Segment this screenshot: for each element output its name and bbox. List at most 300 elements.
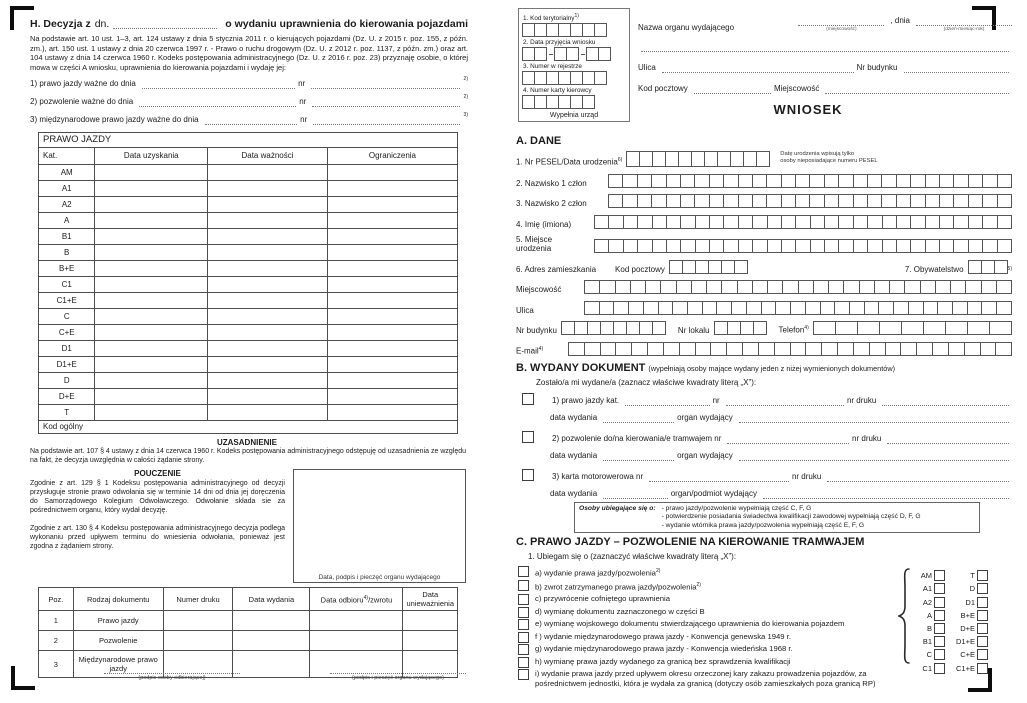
character-box[interactable] (652, 239, 667, 253)
character-box[interactable] (853, 174, 868, 188)
character-box[interactable] (964, 342, 981, 356)
category-checkbox-AM[interactable] (934, 570, 945, 581)
character-box[interactable] (738, 215, 753, 229)
character-box[interactable] (920, 280, 936, 294)
issued-doc-3-checkbox[interactable] (522, 469, 534, 481)
empty-data-cell[interactable] (208, 388, 328, 404)
character-box[interactable] (824, 194, 839, 208)
character-box[interactable] (994, 260, 1008, 274)
character-box[interactable] (669, 260, 683, 274)
character-box[interactable] (980, 342, 997, 356)
character-box[interactable] (908, 301, 924, 315)
empty-data-cell[interactable] (327, 212, 457, 228)
empty-data-cell[interactable] (95, 324, 208, 340)
category-checkbox-B[interactable] (934, 623, 945, 634)
category-checkbox-D1+E[interactable] (977, 636, 988, 647)
request-item-checkbox[interactable] (518, 566, 529, 577)
character-box[interactable] (678, 151, 692, 167)
character-box[interactable] (805, 342, 822, 356)
dotted-fill[interactable] (603, 451, 674, 461)
character-box[interactable] (893, 301, 909, 315)
empty-data-cell[interactable] (327, 388, 457, 404)
character-box[interactable] (626, 151, 640, 167)
character-box[interactable] (594, 215, 609, 229)
category-checkbox-A2[interactable] (934, 597, 945, 608)
character-box[interactable] (896, 194, 911, 208)
character-box[interactable] (857, 321, 880, 335)
character-box[interactable] (663, 342, 680, 356)
request-item-checkbox[interactable] (518, 619, 529, 630)
empty-data-cell[interactable] (95, 292, 208, 308)
character-box[interactable] (767, 239, 782, 253)
empty-data-cell[interactable] (95, 228, 208, 244)
character-box[interactable] (952, 301, 968, 315)
empty-data-cell[interactable] (95, 372, 208, 388)
empty-data-cell[interactable] (327, 164, 457, 180)
character-box[interactable] (584, 342, 601, 356)
character-box[interactable] (795, 194, 810, 208)
character-box[interactable] (968, 260, 982, 274)
character-box[interactable] (691, 151, 705, 167)
character-box[interactable] (882, 239, 897, 253)
character-box[interactable] (758, 342, 775, 356)
character-box[interactable] (767, 280, 783, 294)
empty-data-cell[interactable] (163, 611, 233, 631)
character-box[interactable] (599, 280, 615, 294)
character-box[interactable] (881, 174, 896, 188)
empty-data-cell[interactable] (233, 631, 310, 651)
character-box[interactable] (753, 321, 767, 335)
category-checkbox-A1[interactable] (934, 583, 945, 594)
dotted-fill[interactable] (739, 451, 1009, 461)
character-box[interactable] (853, 215, 868, 229)
empty-data-cell[interactable] (208, 356, 328, 372)
character-box[interactable] (996, 280, 1012, 294)
character-box[interactable] (953, 174, 968, 188)
empty-data-cell[interactable] (327, 292, 457, 308)
firstname-boxes[interactable] (595, 215, 1012, 229)
character-box[interactable] (809, 194, 824, 208)
character-box[interactable] (798, 280, 814, 294)
character-box[interactable] (838, 239, 853, 253)
character-box[interactable] (742, 342, 759, 356)
signature-authority-line[interactable] (330, 664, 466, 674)
character-box[interactable] (680, 239, 695, 253)
character-box[interactable] (743, 151, 757, 167)
empty-data-cell[interactable] (95, 212, 208, 228)
empty-data-cell[interactable] (163, 631, 233, 651)
dotted-fill[interactable] (139, 97, 296, 107)
character-box[interactable] (896, 215, 911, 229)
empty-data-cell[interactable] (327, 308, 457, 324)
character-box[interactable] (925, 174, 940, 188)
building-boxes[interactable] (562, 321, 666, 335)
empty-data-cell[interactable] (327, 340, 457, 356)
kod-ogolny-cell[interactable]: Kod ogólny (39, 420, 458, 433)
dotted-fill[interactable] (603, 489, 668, 499)
character-box[interactable] (838, 194, 853, 208)
email-boxes[interactable] (569, 342, 1012, 356)
empty-data-cell[interactable] (208, 260, 328, 276)
empty-data-cell[interactable] (310, 631, 403, 651)
character-box[interactable] (767, 215, 782, 229)
empty-data-cell[interactable] (95, 388, 208, 404)
character-box[interactable] (723, 215, 738, 229)
character-box[interactable] (723, 194, 738, 208)
category-checkbox-B+E[interactable] (977, 610, 988, 621)
empty-data-cell[interactable] (208, 164, 328, 180)
character-box[interactable] (651, 194, 666, 208)
character-box[interactable] (622, 194, 637, 208)
character-box[interactable] (647, 342, 664, 356)
character-box[interactable] (923, 321, 946, 335)
character-box[interactable] (939, 194, 954, 208)
character-box[interactable] (824, 174, 839, 188)
empty-data-cell[interactable] (327, 356, 457, 372)
character-box[interactable] (950, 280, 966, 294)
category-checkbox-C[interactable] (934, 649, 945, 660)
character-box[interactable] (587, 321, 601, 335)
empty-data-cell[interactable] (208, 292, 328, 308)
empty-data-cell[interactable] (95, 340, 208, 356)
character-box[interactable] (766, 194, 781, 208)
character-box[interactable] (709, 239, 724, 253)
character-box[interactable] (805, 301, 821, 315)
character-box[interactable] (628, 301, 644, 315)
empty-data-cell[interactable] (95, 196, 208, 212)
character-box[interactable] (781, 194, 796, 208)
character-box[interactable] (709, 215, 724, 229)
empty-data-cell[interactable] (327, 324, 457, 340)
character-box[interactable] (752, 174, 767, 188)
dotted-fill[interactable] (625, 396, 709, 406)
character-box[interactable] (824, 215, 839, 229)
character-box[interactable] (574, 321, 588, 335)
character-box[interactable] (666, 239, 681, 253)
dotted-fill[interactable] (739, 413, 1009, 423)
character-box[interactable] (658, 301, 674, 315)
character-box[interactable] (676, 280, 692, 294)
character-box[interactable] (623, 215, 638, 229)
character-box[interactable] (639, 151, 653, 167)
dotted-fill[interactable] (727, 434, 849, 444)
character-box[interactable] (997, 174, 1012, 188)
empty-data-cell[interactable] (95, 164, 208, 180)
empty-data-cell[interactable] (208, 244, 328, 260)
character-box[interactable] (881, 194, 896, 208)
character-box[interactable] (752, 194, 767, 208)
dotted-fill[interactable] (887, 434, 1009, 444)
character-box[interactable] (935, 280, 951, 294)
character-box[interactable] (734, 260, 748, 274)
character-box[interactable] (810, 239, 825, 253)
character-box[interactable] (666, 215, 681, 229)
character-box[interactable] (680, 215, 695, 229)
character-box[interactable] (723, 174, 738, 188)
character-box[interactable] (687, 301, 703, 315)
character-box[interactable] (680, 194, 695, 208)
character-box[interactable] (626, 321, 640, 335)
empty-data-cell[interactable] (327, 244, 457, 260)
character-box[interactable] (666, 174, 681, 188)
dotted-fill[interactable] (312, 97, 459, 107)
character-box[interactable] (813, 280, 829, 294)
character-box[interactable] (828, 280, 844, 294)
character-box[interactable] (730, 151, 744, 167)
category-checkbox-C+E[interactable] (977, 649, 988, 660)
character-box[interactable] (795, 215, 810, 229)
category-checkbox-D[interactable] (977, 583, 988, 594)
phone-boxes[interactable] (814, 321, 1012, 335)
character-box[interactable] (953, 194, 968, 208)
character-box[interactable] (795, 239, 810, 253)
place-field[interactable] (798, 16, 884, 32)
character-box[interactable] (781, 174, 796, 188)
character-box[interactable] (695, 239, 710, 253)
character-box[interactable] (837, 342, 854, 356)
character-box[interactable] (761, 301, 777, 315)
character-box[interactable] (896, 239, 911, 253)
character-box[interactable] (608, 215, 623, 229)
character-box[interactable] (995, 342, 1012, 356)
character-box[interactable] (997, 239, 1012, 253)
character-box[interactable] (721, 260, 735, 274)
character-box[interactable] (600, 342, 617, 356)
empty-data-cell[interactable] (95, 356, 208, 372)
character-box[interactable] (652, 215, 667, 229)
character-box[interactable] (900, 342, 917, 356)
character-box[interactable] (953, 215, 968, 229)
empty-data-cell[interactable] (327, 260, 457, 276)
character-box[interactable] (878, 301, 894, 315)
empty-data-cell[interactable] (208, 212, 328, 228)
character-box[interactable] (746, 301, 762, 315)
empty-data-cell[interactable] (310, 611, 403, 631)
dotted-fill[interactable] (694, 84, 771, 94)
empty-data-cell[interactable] (327, 372, 457, 388)
request-item-checkbox[interactable] (518, 607, 529, 618)
character-box[interactable] (774, 342, 791, 356)
character-box[interactable] (859, 280, 875, 294)
character-box[interactable] (582, 95, 595, 109)
dotted-fill[interactable] (313, 115, 459, 125)
character-box[interactable] (968, 239, 983, 253)
character-box[interactable] (834, 301, 850, 315)
character-box[interactable] (821, 342, 838, 356)
character-box[interactable] (623, 239, 638, 253)
character-box[interactable] (981, 280, 997, 294)
character-box[interactable] (637, 194, 652, 208)
empty-data-cell[interactable] (95, 244, 208, 260)
dotted-fill[interactable] (825, 84, 1009, 94)
dotted-fill[interactable] (311, 79, 459, 89)
character-box[interactable] (710, 342, 727, 356)
character-box[interactable] (561, 321, 575, 335)
character-box[interactable] (682, 260, 696, 274)
character-box[interactable] (740, 321, 754, 335)
character-box[interactable] (932, 342, 949, 356)
character-box[interactable] (853, 342, 870, 356)
character-box[interactable] (594, 239, 609, 253)
character-box[interactable] (885, 342, 902, 356)
character-box[interactable] (615, 342, 632, 356)
category-checkbox-C1[interactable] (934, 663, 945, 674)
character-box[interactable] (680, 174, 695, 188)
character-box[interactable] (613, 321, 627, 335)
empty-data-cell[interactable] (208, 340, 328, 356)
character-box[interactable] (613, 301, 629, 315)
character-box[interactable] (782, 280, 798, 294)
empty-data-cell[interactable] (327, 196, 457, 212)
character-box[interactable] (901, 321, 924, 335)
category-checkbox-B1[interactable] (934, 636, 945, 647)
character-box[interactable] (982, 215, 997, 229)
character-box[interactable] (896, 174, 911, 188)
empty-data-cell[interactable] (208, 228, 328, 244)
character-box[interactable] (639, 321, 653, 335)
character-box[interactable] (810, 215, 825, 229)
character-box[interactable] (981, 301, 997, 315)
character-box[interactable] (996, 301, 1012, 315)
character-box[interactable] (694, 174, 709, 188)
character-box[interactable] (824, 239, 839, 253)
character-box[interactable] (968, 215, 983, 229)
character-box[interactable] (600, 321, 614, 335)
dotted-fill[interactable] (142, 79, 295, 89)
character-box[interactable] (766, 174, 781, 188)
character-box[interactable] (723, 239, 738, 253)
pesel-boxes[interactable] (627, 151, 770, 167)
character-box[interactable] (869, 342, 886, 356)
character-box[interactable] (717, 151, 731, 167)
category-checkbox-C1+E[interactable] (977, 663, 988, 674)
postcode-boxes[interactable] (670, 260, 748, 274)
character-box[interactable] (714, 321, 728, 335)
character-box[interactable] (981, 260, 995, 274)
empty-data-cell[interactable] (327, 404, 457, 420)
character-box[interactable] (939, 215, 954, 229)
decision-date-fill[interactable] (113, 19, 217, 29)
character-box[interactable] (945, 321, 968, 335)
character-box[interactable] (568, 342, 585, 356)
character-box[interactable] (630, 280, 646, 294)
character-box[interactable] (598, 47, 611, 61)
character-box[interactable] (709, 174, 724, 188)
character-box[interactable] (790, 301, 806, 315)
character-box[interactable] (599, 301, 615, 315)
city-boxes[interactable] (585, 280, 1012, 294)
request-item-checkbox[interactable] (518, 669, 529, 680)
character-box[interactable] (910, 215, 925, 229)
character-box[interactable] (622, 174, 637, 188)
dotted-fill[interactable] (726, 396, 844, 406)
character-box[interactable] (982, 174, 997, 188)
character-box[interactable] (967, 321, 990, 335)
character-box[interactable] (660, 280, 676, 294)
character-box[interactable] (731, 301, 747, 315)
character-box[interactable] (939, 239, 954, 253)
character-box[interactable] (752, 215, 767, 229)
character-box[interactable] (948, 342, 965, 356)
character-box[interactable] (874, 280, 890, 294)
empty-data-cell[interactable] (95, 276, 208, 292)
empty-data-cell[interactable] (208, 404, 328, 420)
request-item-checkbox[interactable] (518, 594, 529, 605)
character-box[interactable] (904, 280, 920, 294)
character-box[interactable] (738, 174, 753, 188)
character-box[interactable] (937, 301, 953, 315)
character-box[interactable] (867, 215, 882, 229)
character-box[interactable] (584, 280, 600, 294)
character-box[interactable] (795, 174, 810, 188)
character-box[interactable] (652, 321, 666, 335)
character-box[interactable] (738, 194, 753, 208)
character-box[interactable] (820, 301, 836, 315)
character-box[interactable] (997, 215, 1012, 229)
character-box[interactable] (910, 174, 925, 188)
character-box[interactable] (838, 215, 853, 229)
dotted-fill[interactable] (641, 42, 1009, 52)
character-box[interactable] (706, 280, 722, 294)
category-checkbox-D1[interactable] (977, 597, 988, 608)
surname1-boxes[interactable] (609, 174, 1012, 188)
request-item-checkbox[interactable] (518, 580, 529, 591)
character-box[interactable] (953, 239, 968, 253)
character-box[interactable] (925, 215, 940, 229)
character-box[interactable] (695, 260, 709, 274)
character-box[interactable] (997, 194, 1012, 208)
category-checkbox-A[interactable] (934, 610, 945, 621)
character-box[interactable] (925, 194, 940, 208)
category-checkbox-T[interactable] (977, 570, 988, 581)
date-field[interactable] (916, 16, 1012, 32)
request-item-checkbox[interactable] (518, 657, 529, 668)
character-box[interactable] (849, 301, 865, 315)
dotted-fill[interactable] (904, 63, 1010, 73)
character-box[interactable] (853, 239, 868, 253)
character-box[interactable] (566, 47, 579, 61)
character-box[interactable] (534, 47, 547, 61)
character-box[interactable] (666, 194, 681, 208)
character-box[interactable] (879, 321, 902, 335)
character-box[interactable] (695, 342, 712, 356)
character-box[interactable] (737, 280, 753, 294)
dotted-fill[interactable] (882, 396, 1009, 406)
dotted-fill[interactable] (649, 472, 789, 482)
character-box[interactable] (867, 239, 882, 253)
empty-data-cell[interactable] (327, 180, 457, 196)
empty-data-cell[interactable] (233, 611, 310, 631)
empty-data-cell[interactable] (208, 324, 328, 340)
character-box[interactable] (939, 174, 954, 188)
signature-recipient-line[interactable] (104, 664, 240, 674)
character-box[interactable] (809, 174, 824, 188)
character-box[interactable] (864, 301, 880, 315)
character-box[interactable] (843, 280, 859, 294)
character-box[interactable] (813, 321, 836, 335)
dotted-fill[interactable] (662, 63, 854, 73)
character-box[interactable] (923, 301, 939, 315)
character-box[interactable] (726, 342, 743, 356)
street-boxes[interactable] (585, 301, 1012, 315)
character-box[interactable] (608, 174, 623, 188)
character-box[interactable] (702, 301, 718, 315)
character-box[interactable] (704, 151, 718, 167)
stamp-signature-box[interactable] (293, 469, 466, 583)
citizenship-boxes[interactable] (969, 260, 1008, 274)
character-box[interactable] (695, 215, 710, 229)
issued-doc-2-checkbox[interactable] (522, 431, 534, 443)
